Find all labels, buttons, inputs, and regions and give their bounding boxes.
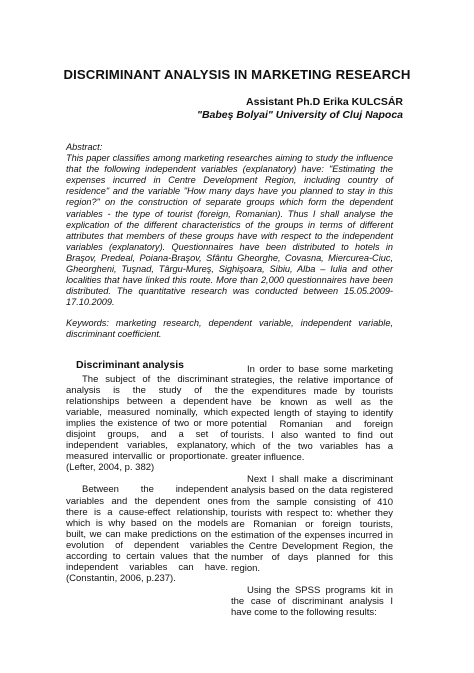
paragraph: In order to base some marketing strategies, the relative importance of the expenditures made by tourists have be known as well as the expected length of staying to identify potential Romanian and foreign tourists. I also wanted to find out which of the two variables has a greater influence. — [231, 364, 393, 464]
keywords: Keywords: marketing research, dependent variable, independent variable, discriminant coefficient. — [66, 318, 393, 340]
section-heading: Discriminant analysis — [76, 359, 184, 371]
abstract-section — [66, 142, 393, 308]
abstract-label: Abstract: — [66, 142, 103, 152]
paragraph: Using the SPSS programs kit in the case of discriminant analysis I have come to the following results: — [231, 584, 393, 618]
paragraph: The subject of the discriminant analysis is the study of the relationships between a dependent variable, measured nominally, which implies the existence of two or more disjoint groups, and a set of independent variables, explanatory, measured intervallic or proportionate. (Lefter, 2004, p. 382) — [66, 374, 228, 474]
paragraph: Between the independent variables and the dependent ones there is a cause-effect relationship, which is why based on the models built, we can make predictions on the evolution of dependent variables according to certain values that the independent variables can have. (Constantin, 2006, p.237). — [66, 484, 228, 584]
right-column — [231, 364, 393, 618]
author-affiliation: "Babeş Bolyai" University of Cluj Napoca — [196, 109, 403, 121]
paper-title: DISCRIMINANT ANALYSIS IN MARKETING RESEARCH — [63, 67, 411, 82]
paragraph: Next I shall make a discriminant analysis based on the data registered from the sample consisting of 410 tourists with respect to: whether they are Romanian or foreign tourists, estimation of the expenses incurred in the Centre Development Region, the number of days planned for this region. — [231, 474, 393, 574]
author-block — [150, 96, 403, 122]
left-column — [66, 360, 228, 584]
author-name: Assistant Ph.D Erika KULCSÁR — [246, 96, 403, 108]
abstract-text: This paper classifies among marketing researches aiming to study the influence that the following independent variables (explanatory) have: "Estimating the expenses incurred in Centre Development Region, including country of residence" and the variable "How many days have you planned to stay in this region?" on the construction of separate groups which form the dependent variables - the type of tourist (foreign, Romanian). Thus I shall analyse the explication of the different characteristics of the groups in terms of different attributes that members of these groups have with respect to the independent variables (explanatory). Questionnaires have been distributed to hotels in Braşov, Predeal, Poiana-Braşov, Sfântu Gheorghe, Covasna, Miercurea-Ciuc, Gheorgheni, Tuşnad, Târgu-Mureş, Sighişoara, Sibiu, Alba – Iulia and other localities that have linked this route. More than 2,000 questionnaires have been distributed. The quantitative research was conducted between 15.05.2009-17.10.2009. — [66, 153, 393, 308]
